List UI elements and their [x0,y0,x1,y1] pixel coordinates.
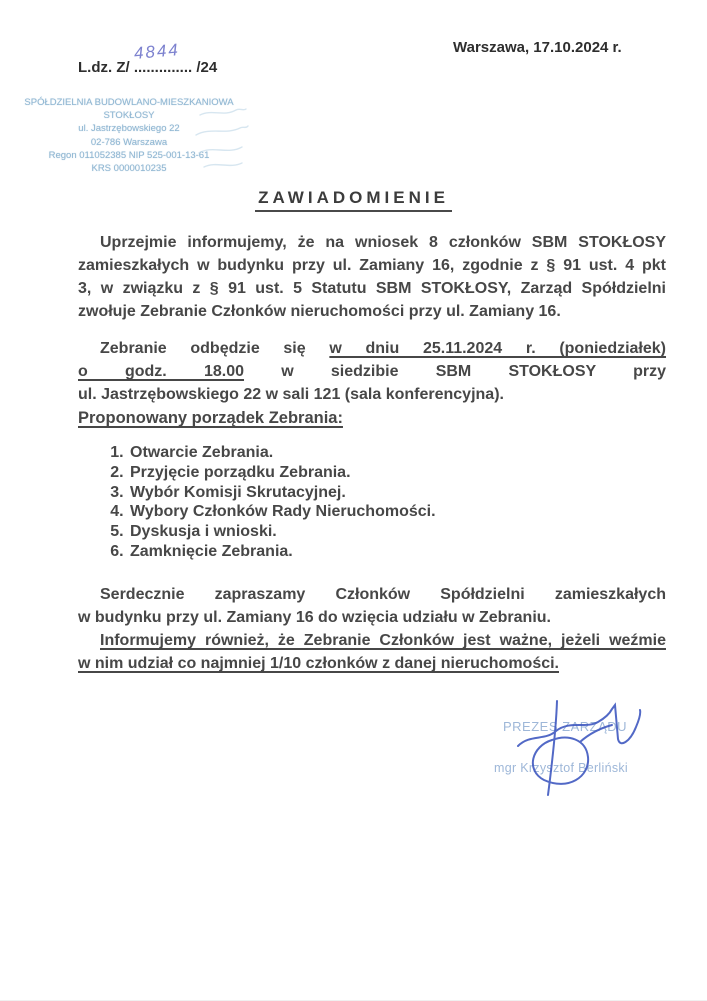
meeting-line-1 [78,337,666,360]
agenda-item-1: 1. Otwarcie Zebrania. [128,443,666,463]
agenda-item-5: 5. Dyskusja i wnioski. [128,522,666,542]
intro-line-4: zwołuje Zebranie Członków nieruchomości przy ul. Zamiany 16. [78,303,561,320]
agenda-item-3: 3. Wybór Komisji Skrutacyjnej. [128,483,666,503]
signer-role-stamp: PREZES ZARZĄDU [503,719,628,734]
stamp-line-street: ul. Jastrzębowskiego 22 [78,123,180,135]
meeting-line-2 [78,360,666,383]
invitation-line-2: w budynku przy ul. Zamiany 16 do wzięcia udziału w Zebraniu. [78,609,551,626]
intro-line-2: zamieszkałych w budynku przy ul. Zamiany 16, zgodnie z § 91 ust. 4 pkt [78,257,666,274]
intro-line-3: 3, w związku z § 91 ust. 5 Statutu SBM STOKŁOSY, Zarząd Spółdzielni [78,280,666,297]
reference-number-handwritten: 4844 [133,40,181,63]
meeting-place: w siedzibie SBM STOKŁOSY przy [281,363,667,380]
meeting-line-3: ul. Jastrzębowskiego 22 w sali 121 (sala konferencyjna). [78,386,504,403]
reference-prefix: L.dz. Z/ [78,59,130,76]
reference-number [78,40,218,76]
agenda-item-6: 6. Zamknięcie Zebrania. [128,542,666,562]
stamp-ink-mark-icon [192,103,250,175]
meeting-date: w dniu 25.11.2024 r. (poniedziałek) [329,340,667,357]
document-title-row [0,188,707,212]
reference-suffix: /24 [196,59,218,76]
stamp-line-city: 02-786 Warszawa [90,136,168,148]
invitation-line-1: Serdecznie zapraszamy Członków Spółdzielni zamieszkałych [100,586,666,603]
meeting-time: o godz. 18.00 [78,363,245,380]
signature-scribble [470,693,670,803]
meeting-lead: Zebranie odbędzie się [100,340,306,357]
meeting-details-paragraph [78,337,666,406]
stamp-line-name: STOKŁOSY [103,110,155,122]
quorum-line-1: Informujemy również, że Zebranie Członków jest ważne, jeżeli weźmie [100,632,666,649]
stamp-line-krs: KRS 0000010235 [91,163,167,175]
intro-paragraph [78,231,666,323]
document-title: ZAWIADOMIENIE [255,188,452,212]
invitation-paragraph [78,583,666,629]
stamp-line-org: SPÓŁDZIELNIA BUDOWLANO-MIESZKANIOWA [24,97,234,108]
agenda-heading: Proponowany porządek Zebrania: [78,409,343,427]
stamp-line-regon-nip: Regon 011052385 NIP 525-001-13-61 [48,149,210,161]
agenda-list [78,443,666,562]
signer-name-stamp: mgr Krzysztof Berliński [494,761,629,775]
date-line: Warszawa, 17.10.2024 r. [453,39,622,56]
quorum-note [78,629,666,675]
intro-line-1: Uprzejmie informujemy, że na wniosek 8 członków SBM STOKŁOSY [100,234,666,251]
agenda-item-4: 4. Wybory Członków Rady Nieruchomości. [128,502,666,522]
agenda-item-2: 2. Przyjęcie porządku Zebrania. [128,463,666,483]
quorum-line-2: w nim udział co najmniej 1/10 członków z danej nieruchomości. [78,655,559,672]
reference-dots: .............. [133,59,193,76]
